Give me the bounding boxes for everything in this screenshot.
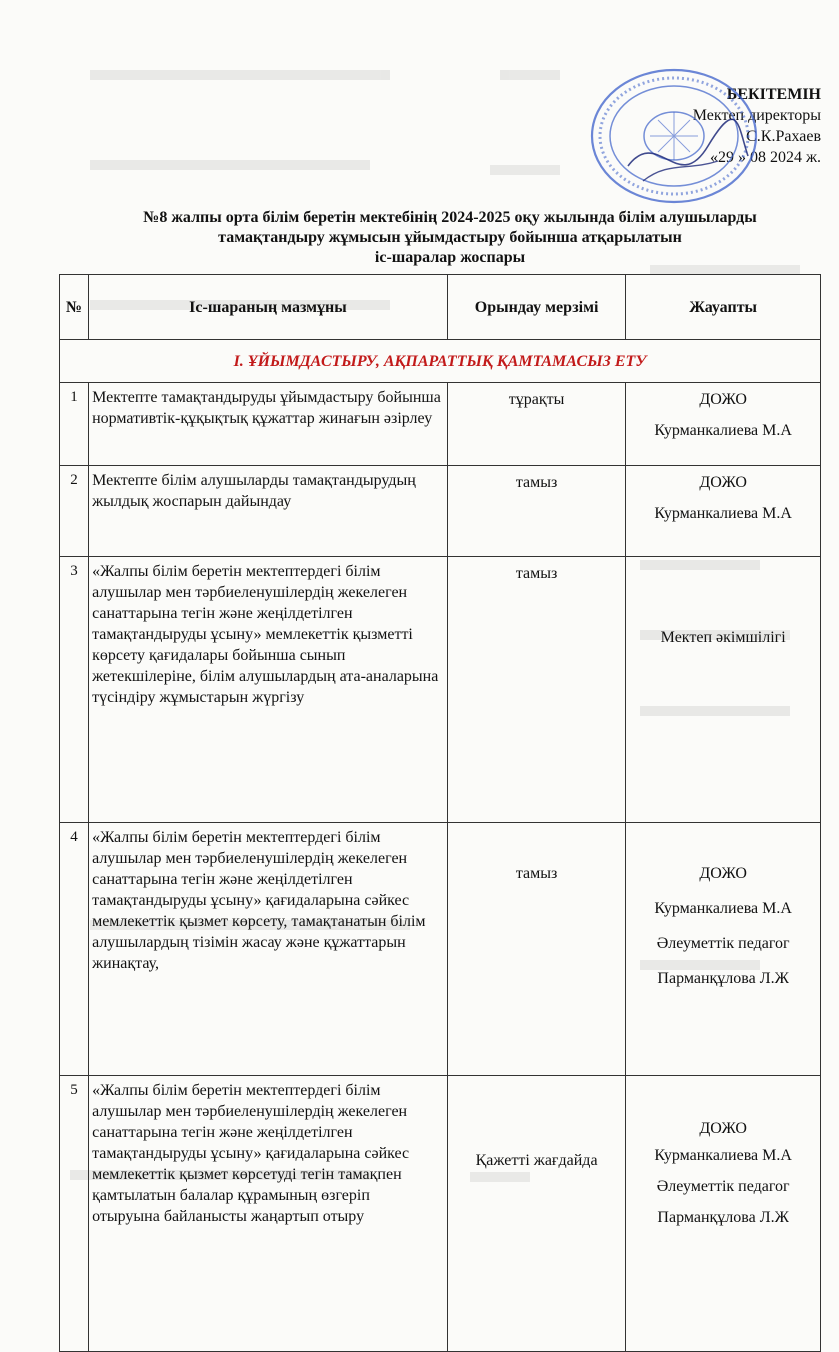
row-deadline: тамыз: [447, 466, 625, 557]
row-number: 4: [60, 823, 89, 1076]
table-row: [60, 466, 821, 557]
responsible-line: Парманқұлова Л.Ж: [657, 1209, 789, 1226]
responsible-line: Курманкалиева М.А: [654, 900, 792, 917]
row-content: «Жалпы білім беретін мектептердегі білім алушылар мен тәрбиеленушілердің жекелеген санаттарына тегін және жеңілдетілген тамақтандыруды ұсыну» қағидаларына сәйкес мемлекеттік қызмет көрсетуді тегін тамақпен қамтылатын балалар құрамының өзгеріп отыруына байланысты жаңартып отыру: [89, 1076, 448, 1352]
responsible-line: Әлеуметтік педагог: [656, 935, 790, 952]
row-deadline: тұрақты: [447, 383, 625, 466]
responsible-line: Әлеуметтік педагог: [656, 1178, 790, 1195]
responsible-line: ДОЖО: [699, 1120, 747, 1137]
row-deadline: тамыз: [447, 557, 625, 823]
row-deadline: Қажетті жағдайда: [447, 1076, 625, 1352]
table-row: [60, 383, 821, 466]
row-responsible: [626, 466, 821, 557]
approval-name: С.К.Рахаев: [746, 128, 821, 145]
approval-date: «29 » 08 2024 ж.: [709, 149, 821, 166]
row-number: 1: [60, 383, 89, 466]
row-responsible: [626, 823, 821, 1076]
row-number: 3: [60, 557, 89, 823]
row-content: Мектепте тамақтандыруды ұйымдастыру бойынша нормативтік-құқықтық құжаттар жинағын әзірлеу: [89, 383, 448, 466]
header-number: №: [60, 275, 89, 340]
table-row: [60, 1076, 821, 1352]
responsible-line: ДОЖО: [699, 391, 747, 408]
approval-heading: БЕКІТЕМІН: [726, 86, 821, 103]
row-content: «Жалпы білім беретін мектептердегі білім алушылар мен тәрбиеленушілердің жекелеген санаттарына тегін және жеңілдетілген тамақтандыруды ұсыну» мемлекеттік қызметті көрсету қағидалары бойынша сынып жетекшілеріне, білім алушылардың ата-аналарына түсіндіру жұмыстарын жүргізу: [89, 557, 448, 823]
table-row: [60, 557, 821, 823]
header-content: Іс-шараның мазмұны: [89, 275, 448, 340]
title-line-3: іс-шаралар жоспары: [374, 249, 526, 266]
section-row: [60, 340, 821, 383]
responsible-line: Курманкалиева М.А: [654, 422, 792, 439]
row-responsible: [626, 383, 821, 466]
row-content: «Жалпы білім беретін мектептердегі білім алушылар мен тәрбиеленушілердің жекелеген санаттарына тегін және жеңілдетілген тамақтандыруды ұсыну» қағидаларына сәйкес мемлекеттік қызмет көрсету, тамақтанатын білім алушылардың тізімін жасау және құжаттарын жинақтау,: [89, 823, 448, 1076]
row-number: 2: [60, 466, 89, 557]
title-line-1: №8 жалпы орта білім беретін мектебінің 2024-2025 оқу жылында білім алушыларды: [143, 209, 757, 226]
row-content: Мектепте білім алушыларды тамақтандырудың жылдық жоспарын дайындау: [89, 466, 448, 557]
row-responsible: [626, 1076, 821, 1352]
row-number: 5: [60, 1076, 89, 1352]
approval-block: [693, 84, 821, 168]
responsible-line: ДОЖО: [699, 865, 747, 882]
title-line-2: тамақтандыру жұмысын ұйымдастыру бойынша атқарылатын: [218, 229, 682, 246]
header-responsible: Жауапты: [626, 275, 821, 340]
header-deadline: Орындау мерзімі: [447, 275, 625, 340]
approval-position: Мектеп директоры: [692, 107, 821, 124]
document-title: [60, 208, 839, 268]
responsible-line: Мектеп әкімшілігі: [660, 629, 786, 646]
row-responsible: [626, 557, 821, 823]
activity-plan-table: [59, 274, 821, 1352]
section-heading: І. ҰЙЫМДАСТЫРУ, АҚПАРАТТЫҚ ҚАМТАМАСЫЗ ЕТУ: [60, 340, 821, 383]
table-row: [60, 823, 821, 1076]
responsible-line: ДОЖО: [699, 474, 747, 491]
responsible-line: Курманкалиева М.А: [654, 1147, 792, 1164]
row-deadline: тамыз: [447, 823, 625, 1076]
table-header-row: [60, 275, 821, 340]
responsible-line: Курманкалиева М.А: [654, 505, 792, 522]
responsible-line: Парманқұлова Л.Ж: [657, 970, 789, 987]
